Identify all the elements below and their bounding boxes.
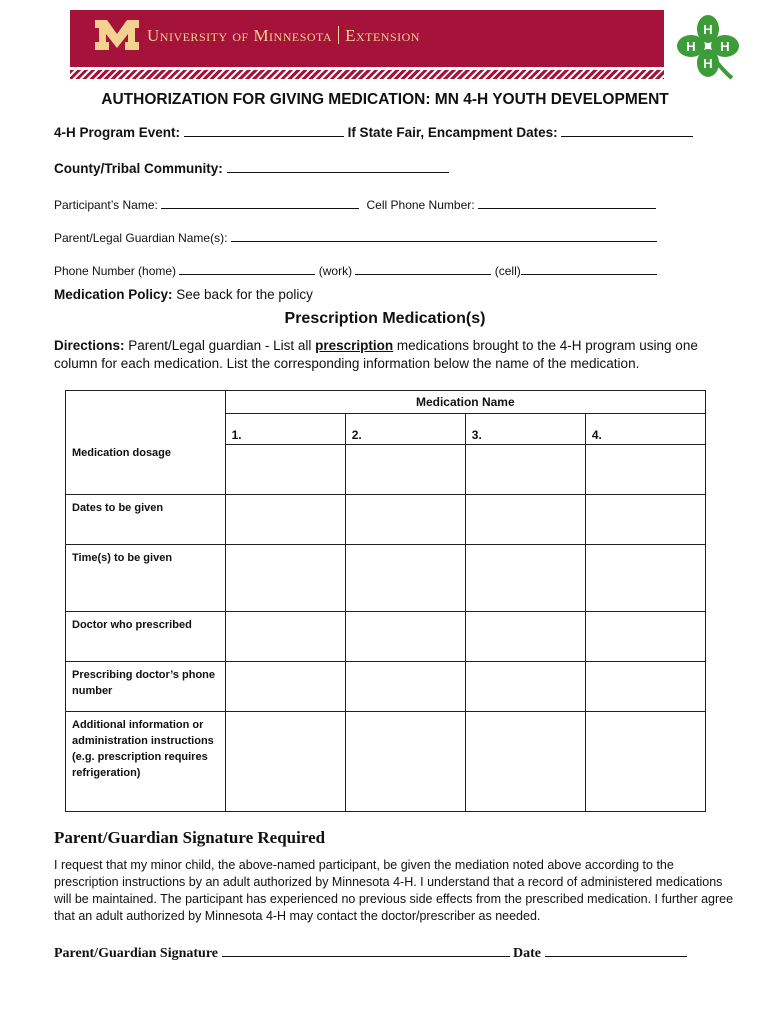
column-2-header: 2.	[345, 414, 465, 445]
date-field[interactable]	[545, 943, 687, 957]
row-label-doctor-phone: Prescribing doctor’s phone number	[66, 662, 226, 712]
doctor-phone-cell-2[interactable]	[345, 662, 465, 712]
banner-stripe	[70, 70, 664, 79]
form-title: AUTHORIZATION FOR GIVING MEDICATION: MN 4-H YOUTH DEVELOPMENT	[101, 91, 669, 108]
directions	[54, 337, 734, 373]
doctor-cell-3[interactable]	[465, 612, 585, 662]
additional-cell-3[interactable]	[465, 712, 585, 812]
table-corner	[66, 391, 226, 445]
times-cell-2[interactable]	[345, 545, 465, 612]
signature-label: Parent/Guardian Signature	[54, 946, 219, 961]
column-4-header: 4.	[585, 414, 705, 445]
date-label: Date	[513, 946, 542, 961]
university-wordmark	[147, 26, 420, 46]
extension-name: Extension	[345, 26, 420, 45]
times-cell-1[interactable]	[225, 545, 345, 612]
doctor-phone-cell-3[interactable]	[465, 662, 585, 712]
policy-label: Medication Policy:	[54, 287, 173, 302]
phone-cell-label: (cell)	[494, 264, 521, 278]
university-name: University of Minnesota	[147, 26, 333, 45]
doctor-cell-1[interactable]	[225, 612, 345, 662]
additional-cell-4[interactable]	[585, 712, 705, 812]
table-row	[66, 445, 706, 495]
phone-work-label: (work)	[318, 264, 353, 278]
cell-phone-label: Cell Phone Number:	[366, 198, 475, 212]
county-field[interactable]	[227, 160, 449, 173]
clover-letter-top: H	[703, 22, 713, 37]
clover-letter-left: H	[686, 39, 696, 54]
row-label-dates: Dates to be given	[66, 495, 226, 545]
directions-label: Directions:	[54, 338, 125, 353]
row-label-times: Time(s) to be given	[66, 545, 226, 612]
guardian-line	[54, 229, 657, 245]
program-event-field[interactable]	[184, 124, 344, 137]
row-label-doctor: Doctor who prescribed	[66, 612, 226, 662]
dosage-cell-1[interactable]	[225, 445, 345, 495]
participant-name-field[interactable]	[161, 196, 359, 209]
doctor-cell-2[interactable]	[345, 612, 465, 662]
four-h-logo	[672, 10, 744, 82]
directions-before: Parent/Legal guardian - List all	[124, 338, 316, 353]
row-label-additional: Additional information or administration instructions (e.g. prescription requires refrigeration)	[66, 712, 226, 812]
consent-paragraph: I request that my minor child, the above-named participant, be given the mediation noted above according to the prescription instructions by an adult authorized by Minnesota 4-H. I understand that a record of administered medications will be maintained. The participant has experienced no previous side effects from the prescribed medication. I further agree that an adult authorized by Minnesota 4-H may contact the doctor/prescriber as needed.	[54, 858, 734, 923]
phone-home-label: Phone Number (home)	[54, 264, 177, 278]
county-line	[54, 160, 449, 176]
table-row	[66, 662, 706, 712]
signature-line	[54, 943, 687, 962]
phone-work-field[interactable]	[355, 262, 491, 275]
phone-line	[54, 262, 657, 278]
cell-phone-field[interactable]	[478, 196, 656, 209]
guardian-name-field[interactable]	[231, 229, 657, 242]
encampment-dates-field[interactable]	[561, 124, 693, 137]
dosage-cell-2[interactable]	[345, 445, 465, 495]
clover-icon	[672, 10, 744, 82]
table-row	[66, 712, 706, 812]
directions-emphasis: prescription	[315, 338, 394, 353]
policy-line	[54, 287, 313, 302]
clover-letter-bottom: H	[703, 56, 713, 71]
doctor-phone-cell-4[interactable]	[585, 662, 705, 712]
additional-cell-2[interactable]	[345, 712, 465, 812]
column-1-header: 1.	[225, 414, 345, 445]
column-3-header: 3.	[465, 414, 585, 445]
signature-heading: Parent/Guardian Signature Required	[54, 828, 326, 847]
program-event-line	[54, 124, 693, 140]
medication-table	[65, 390, 706, 812]
phone-cell-field[interactable]	[521, 262, 657, 275]
medication-name-header: Medication Name	[225, 391, 705, 414]
encampment-label: If State Fair, Encampment Dates:	[347, 125, 558, 140]
dates-cell-3[interactable]	[465, 495, 585, 545]
program-event-label: 4-H Program Event:	[54, 125, 181, 140]
table-row	[66, 545, 706, 612]
dates-cell-2[interactable]	[345, 495, 465, 545]
dosage-cell-3[interactable]	[465, 445, 585, 495]
phone-home-field[interactable]	[179, 262, 315, 275]
directions-after: medications brought to the 4-H program using one column for each medication. List the corresponding information below the name of the medication.	[54, 338, 698, 371]
university-m-logo	[95, 20, 139, 50]
row-label-dosage: Medication dosage	[66, 445, 226, 495]
guardian-label: Parent/Legal Guardian Name(s):	[54, 231, 228, 245]
clover-letter-right: H	[720, 39, 730, 54]
policy-text: See back for the policy	[172, 287, 313, 302]
participant-line	[54, 196, 656, 212]
table-row	[66, 612, 706, 662]
signature-field[interactable]	[222, 943, 510, 957]
doctor-phone-cell-1[interactable]	[225, 662, 345, 712]
table-row	[66, 495, 706, 545]
participant-label: Participant’s Name:	[54, 198, 158, 212]
county-label: County/Tribal Community:	[54, 161, 223, 176]
doctor-cell-4[interactable]	[585, 612, 705, 662]
dates-cell-1[interactable]	[225, 495, 345, 545]
dates-cell-4[interactable]	[585, 495, 705, 545]
section-title: Prescription Medication(s)	[284, 310, 486, 327]
times-cell-4[interactable]	[585, 545, 705, 612]
dosage-cell-4[interactable]	[585, 445, 705, 495]
times-cell-3[interactable]	[465, 545, 585, 612]
additional-cell-1[interactable]	[225, 712, 345, 812]
